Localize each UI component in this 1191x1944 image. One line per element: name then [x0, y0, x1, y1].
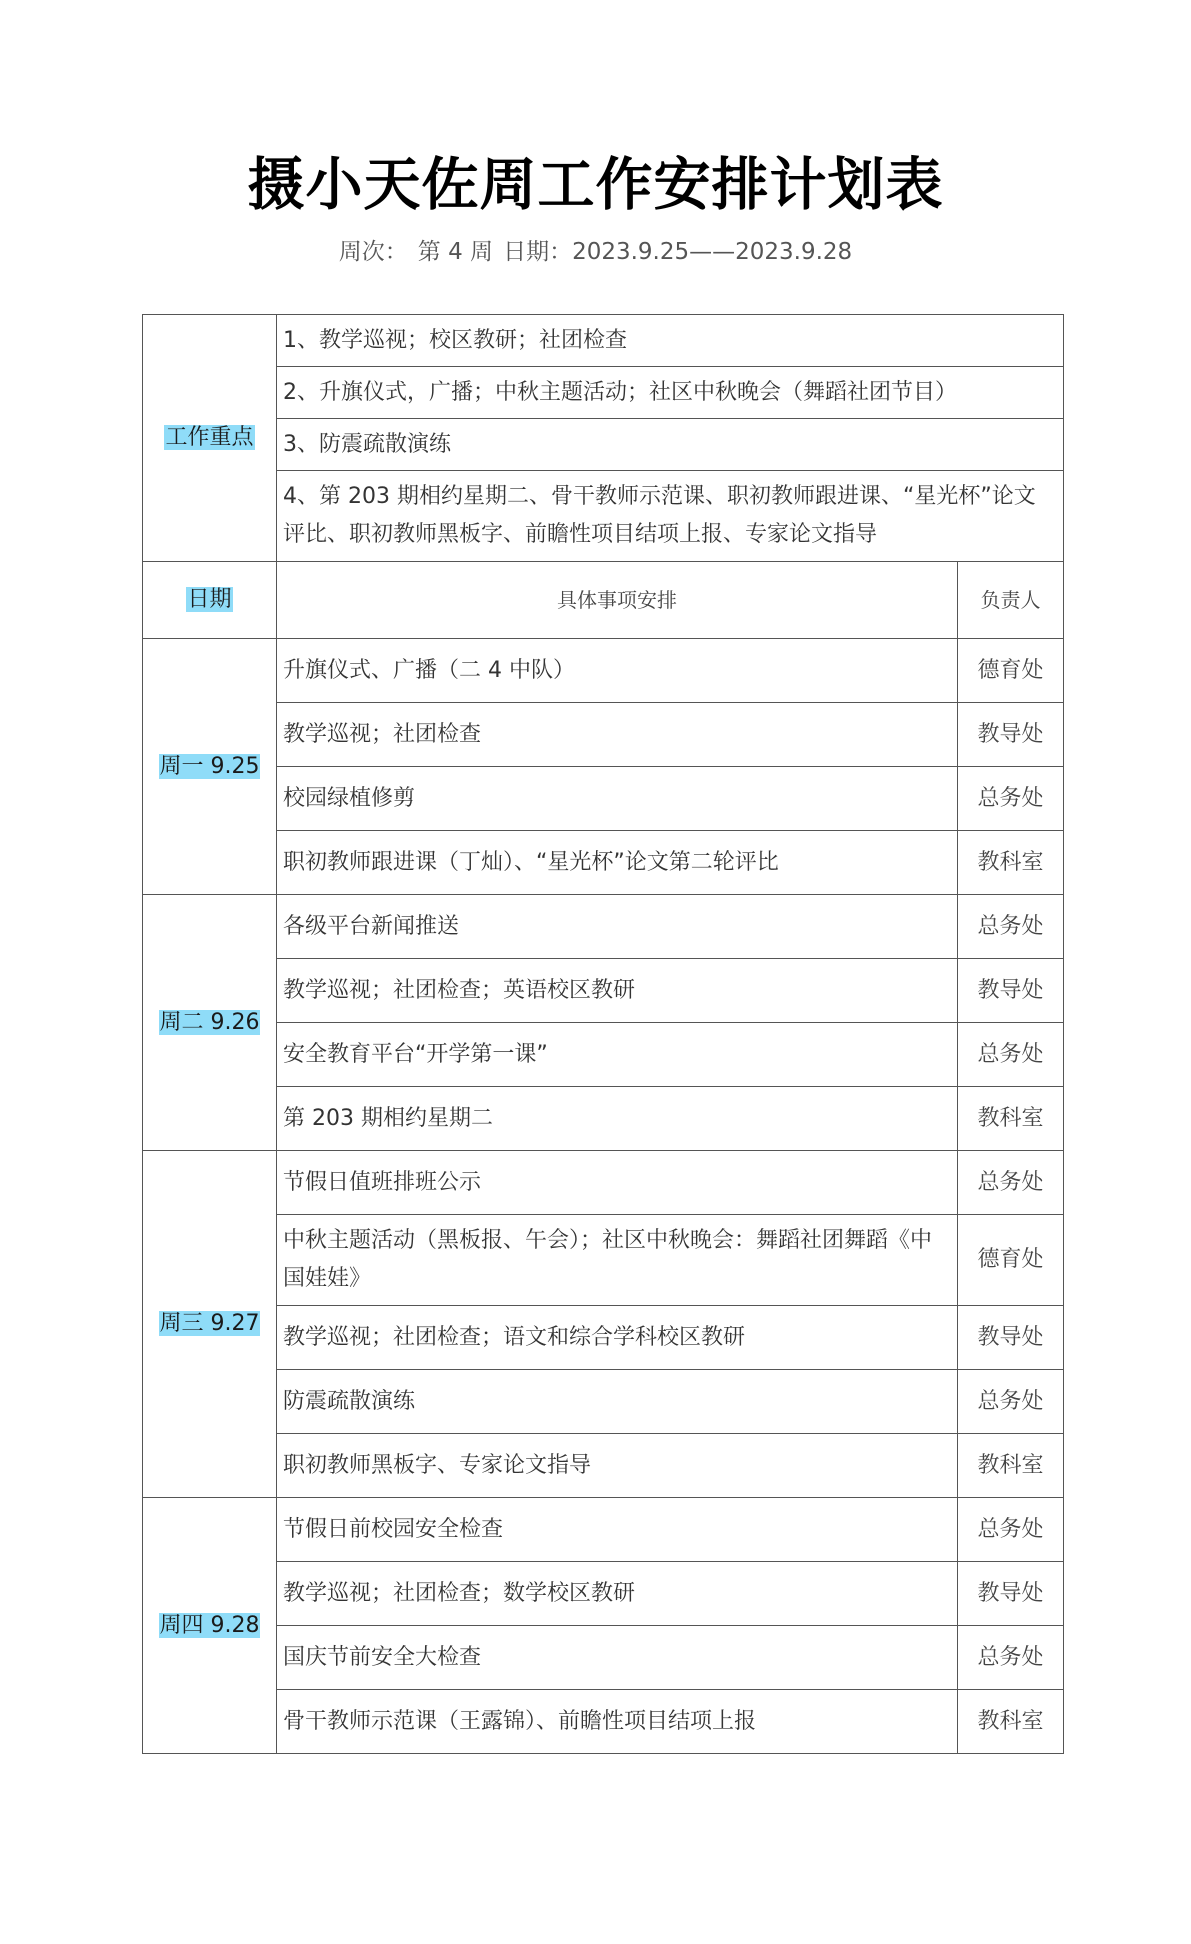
header-date: 日期 — [187, 587, 232, 612]
owner-cell: 教导处 — [958, 1562, 1064, 1626]
week-info — [0, 236, 1191, 268]
table-row — [143, 767, 1064, 831]
header-date-cell — [143, 562, 277, 639]
task-cell: 骨干教师示范课（王露锦）、前瞻性项目结项上报 — [277, 1690, 958, 1754]
table-row — [143, 1306, 1064, 1370]
owner-cell: 教导处 — [958, 703, 1064, 767]
owner-cell: 教科室 — [958, 1087, 1064, 1151]
date-value: 2023.9.25——2023.9.28 — [572, 239, 853, 265]
task-cell: 职初教师跟进课（丁灿）、“星光杯”论文第二轮评比 — [277, 831, 958, 895]
task-cell: 教学巡视；社团检查；英语校区教研 — [277, 959, 958, 1023]
owner-cell: 总务处 — [958, 1498, 1064, 1562]
focus-row — [143, 315, 1064, 367]
task-cell: 安全教育平台“开学第一课” — [277, 1023, 958, 1087]
day-label-cell — [143, 895, 277, 1151]
task-cell: 校园绿植修剪 — [277, 767, 958, 831]
task-cell: 节假日值班排班公示 — [277, 1151, 958, 1215]
owner-cell: 总务处 — [958, 1023, 1064, 1087]
table-row — [143, 1690, 1064, 1754]
day-label-cell — [143, 639, 277, 895]
owner-cell: 教科室 — [958, 831, 1064, 895]
task-cell: 第 203 期相约星期二 — [277, 1087, 958, 1151]
owner-cell: 德育处 — [958, 639, 1064, 703]
table-row — [143, 703, 1064, 767]
day-label-cell — [143, 1151, 277, 1498]
header-row — [143, 562, 1064, 639]
table-row — [143, 895, 1064, 959]
owner-cell: 总务处 — [958, 1151, 1064, 1215]
table-row — [143, 1498, 1064, 1562]
header-owner: 负责人 — [958, 562, 1064, 639]
week-value: 第 4 周 — [417, 239, 494, 265]
table-row — [143, 959, 1064, 1023]
owner-cell: 总务处 — [958, 1626, 1064, 1690]
header-task: 具体事项安排 — [277, 562, 958, 639]
owner-cell: 教科室 — [958, 1434, 1064, 1498]
task-cell: 教学巡视；社团检查 — [277, 703, 958, 767]
table-row — [143, 1087, 1064, 1151]
owner-cell: 总务处 — [958, 1370, 1064, 1434]
owner-cell: 总务处 — [958, 895, 1064, 959]
table-row — [143, 1626, 1064, 1690]
day-label-cell — [143, 1498, 277, 1754]
day-label: 周二 9.26 — [159, 1009, 260, 1035]
table-row — [143, 1370, 1064, 1434]
focus-row — [143, 419, 1064, 471]
day-label: 周三 9.27 — [159, 1311, 260, 1336]
table-row — [143, 639, 1064, 703]
page-title: 摄小天佐周工作安排计划表 — [247, 152, 944, 218]
task-cell: 国庆节前安全大检查 — [277, 1626, 958, 1690]
task-cell: 教学巡视；社团检查；语文和综合学科校区教研 — [277, 1306, 958, 1370]
table-row — [143, 1434, 1064, 1498]
focus-item: 1、教学巡视；校区教研；社团检查 — [277, 315, 1064, 367]
table-row — [143, 831, 1064, 895]
task-cell: 教学巡视；社团检查；数学校区教研 — [277, 1562, 958, 1626]
task-cell: 节假日前校园安全检查 — [277, 1498, 958, 1562]
focus-item: 4、第 203 期相约星期二、骨干教师示范课、职初教师跟进课、“星光杯”论文评比、职初教师黑板字、前瞻性项目结项上报、专家论文指导 — [277, 471, 1064, 562]
focus-row — [143, 367, 1064, 419]
table-row — [143, 1215, 1064, 1306]
focus-item: 3、防震疏散演练 — [277, 419, 1064, 471]
focus-label-cell — [143, 315, 277, 562]
task-cell: 防震疏散演练 — [277, 1370, 958, 1434]
owner-cell: 教导处 — [958, 959, 1064, 1023]
task-cell: 职初教师黑板字、专家论文指导 — [277, 1434, 958, 1498]
table-row — [143, 1023, 1064, 1087]
focus-label: 工作重点 — [165, 425, 254, 450]
table-row — [143, 1562, 1064, 1626]
plan-table — [142, 314, 1064, 1754]
task-cell: 中秋主题活动（黑板报、午会）；社区中秋晚会：舞蹈社团舞蹈《中国娃娃》 — [277, 1215, 958, 1306]
focus-row — [143, 471, 1064, 562]
day-label: 周四 9.28 — [159, 1612, 260, 1638]
table-row — [143, 1151, 1064, 1215]
owner-cell: 教导处 — [958, 1306, 1064, 1370]
week-label: 周次： — [338, 239, 408, 265]
owner-cell: 教科室 — [958, 1690, 1064, 1754]
focus-item: 2、升旗仪式，广播；中秋主题活动；社区中秋晚会（舞蹈社团节目） — [277, 367, 1064, 419]
day-label: 周一 9.25 — [159, 753, 260, 779]
task-cell: 各级平台新闻推送 — [277, 895, 958, 959]
date-label: 日期： — [503, 239, 573, 265]
owner-cell: 总务处 — [958, 767, 1064, 831]
owner-cell: 德育处 — [958, 1215, 1064, 1306]
task-cell: 升旗仪式、广播（二 4 中队） — [277, 639, 958, 703]
